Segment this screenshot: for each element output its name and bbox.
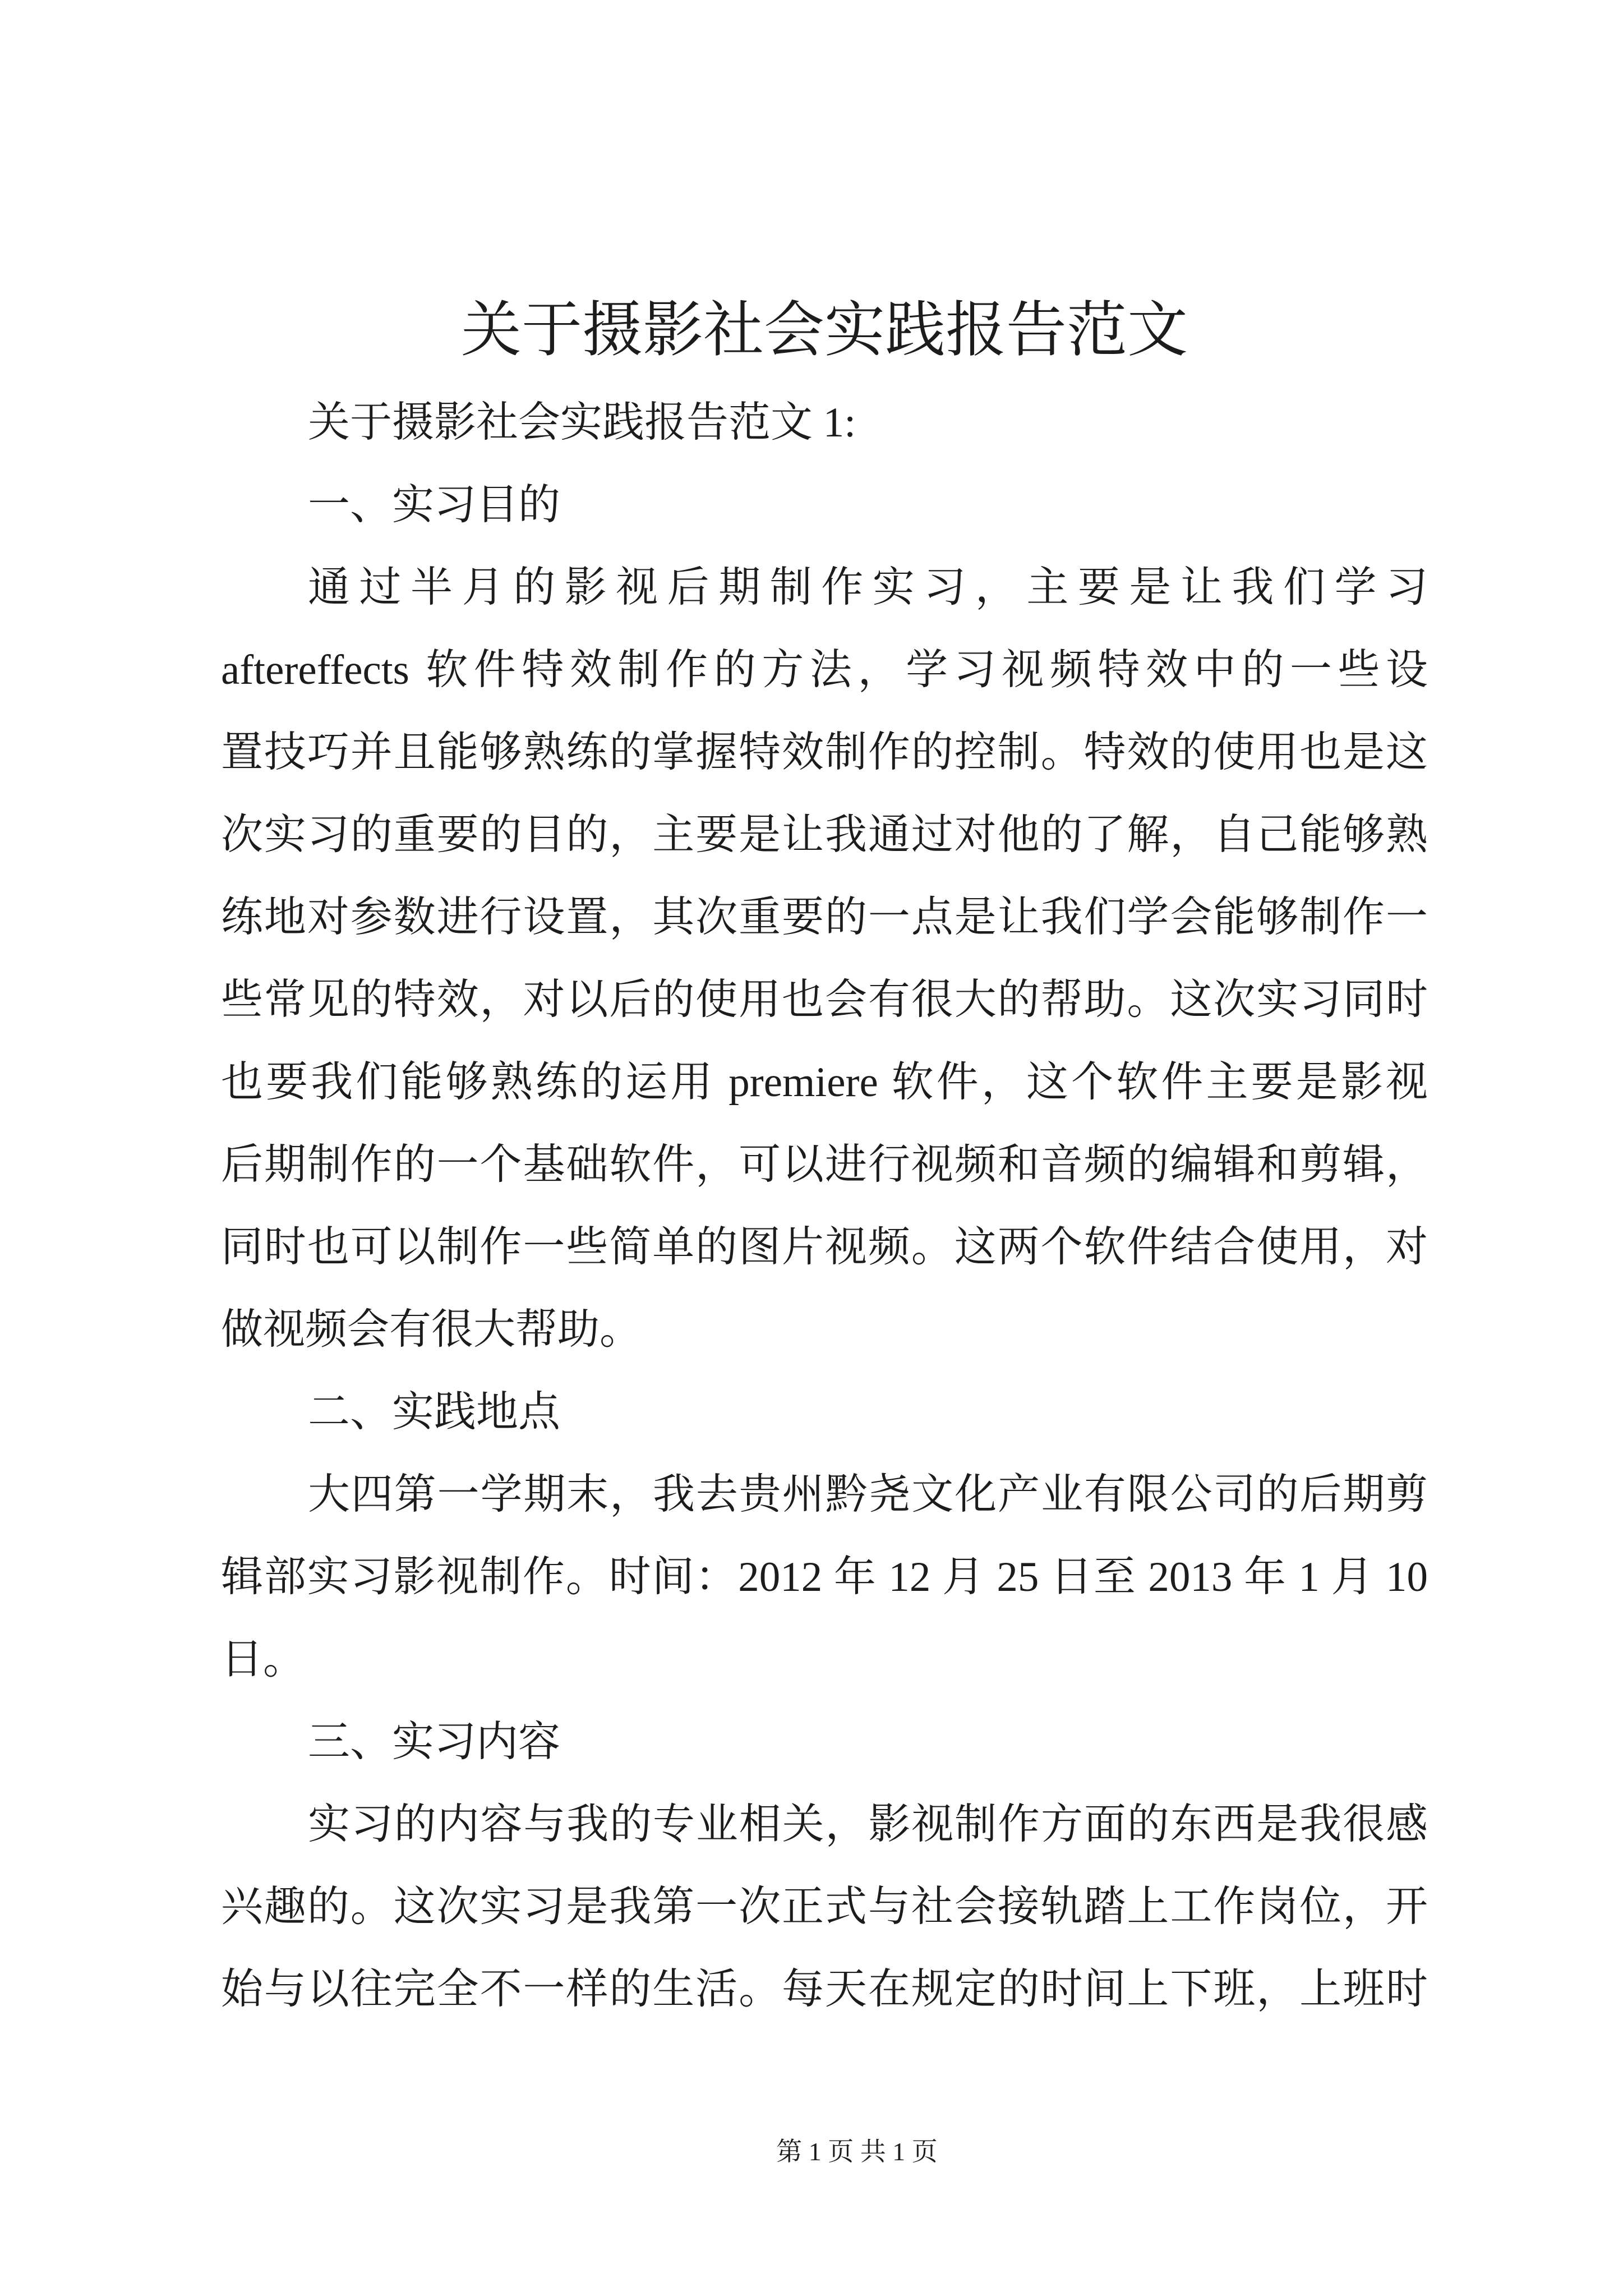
body-line: 始与以往完全不一样的生活。每天在规定的时间上下班，上班时: [221, 1966, 1428, 2013]
section-heading: 一、实习目的: [308, 482, 561, 528]
body-line: aftereffects 软件特效制作的方法，学习视频特效中的一些设: [221, 647, 1428, 693]
page-footer: 第 1 页 共 1 页: [776, 2137, 938, 2166]
body-line: 通过半月的影视后期制作实习，主要是让我们学习: [308, 564, 1428, 611]
body-line: 实习的内容与我的专业相关，影视制作方面的东西是我很感: [308, 1801, 1428, 1848]
section-heading: 三、实习内容: [308, 1719, 561, 1765]
body-line: 辑部实习影视制作。时间：2012 年 12 月 25 日至 2013 年 1 月 10: [221, 1554, 1428, 1600]
body-line: 大四第一学期末，我去贵州黔尧文化产业有限公司的后期剪: [308, 1471, 1428, 1518]
section-heading: 二、实践地点: [308, 1389, 561, 1435]
body-line: 也要我们能够熟练的运用 premiere 软件，这个软件主要是影视: [221, 1059, 1428, 1106]
body-line: 置技巧并且能够熟练的掌握特效制作的控制。特效的使用也是这: [221, 729, 1428, 776]
body-line: 同时也可以制作一些简单的图片视频。这两个软件结合使用，对: [221, 1224, 1428, 1271]
document-body: [221, 381, 1428, 2031]
document-title: 关于摄影社会实践报告范文: [460, 297, 1188, 364]
body-line: 兴趣的。这次实习是我第一次正式与社会接轨踏上工作岗位，开: [221, 1884, 1428, 1930]
body-line: 些常见的特效，对以后的使用也会有很大的帮助。这次实习同时: [221, 977, 1428, 1023]
body-line: 日。: [221, 1636, 306, 1683]
body-line: 后期制作的一个基础软件，可以进行视频和音频的编辑和剪辑，: [221, 1142, 1428, 1188]
intro-line: 关于摄影社会实践报告范文 1:: [308, 399, 856, 446]
body-line: 次实习的重要的目的，主要是让我通过对他的了解，自己能够熟: [221, 812, 1428, 858]
body-line: 练地对参数进行设置，其次重要的一点是让我们学会能够制作一: [221, 894, 1428, 941]
body-line: 做视频会有很大帮助。: [221, 1306, 642, 1353]
